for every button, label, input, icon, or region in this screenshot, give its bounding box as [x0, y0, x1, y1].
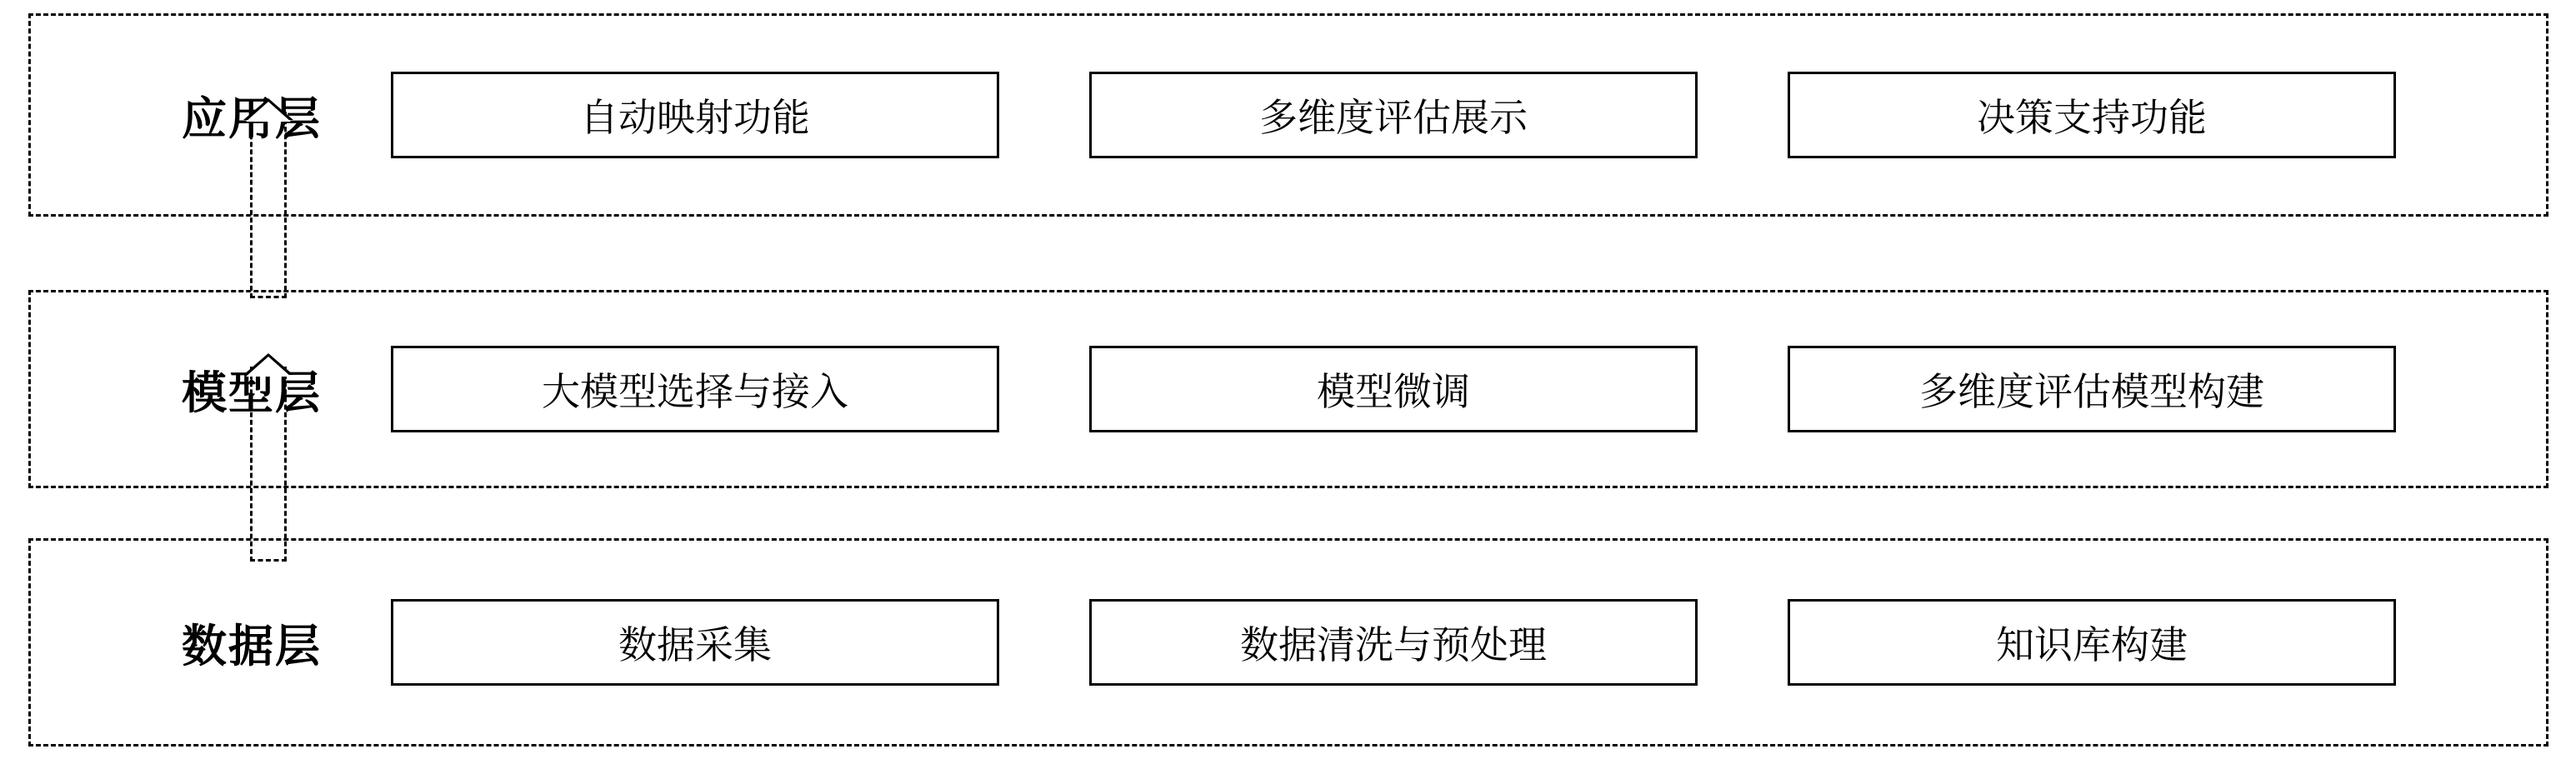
node-llm-selection-integration: 大模型选择与接入	[391, 346, 999, 432]
layer-application-title: 应用层	[182, 93, 322, 144]
node-data-collection: 数据采集	[391, 599, 999, 686]
layer-application-nodes	[391, 72, 2498, 158]
node-decision-support: 决策支持功能	[1788, 72, 2396, 158]
node-auto-mapping: 自动映射功能	[391, 72, 999, 158]
layer-model-nodes	[391, 346, 2498, 432]
node-evaluation-model-construction: 多维度评估模型构建	[1788, 346, 2396, 432]
layer-data-title: 数据层	[182, 621, 322, 672]
layer-data	[28, 538, 2548, 747]
node-multidimensional-evaluation-display: 多维度评估展示	[1089, 72, 1698, 158]
layer-model-title: 模型层	[182, 367, 322, 418]
arrow-data-to-model-icon	[250, 353, 287, 562]
node-model-finetuning: 模型微调	[1089, 346, 1698, 432]
node-knowledge-base-construction: 知识库构建	[1788, 599, 2396, 686]
layer-model	[28, 290, 2548, 488]
node-data-cleaning-preprocessing: 数据清洗与预处理	[1089, 599, 1698, 686]
layer-data-nodes	[391, 599, 2498, 686]
arrow-model-to-application-icon	[250, 98, 287, 298]
layer-application	[28, 13, 2548, 217]
